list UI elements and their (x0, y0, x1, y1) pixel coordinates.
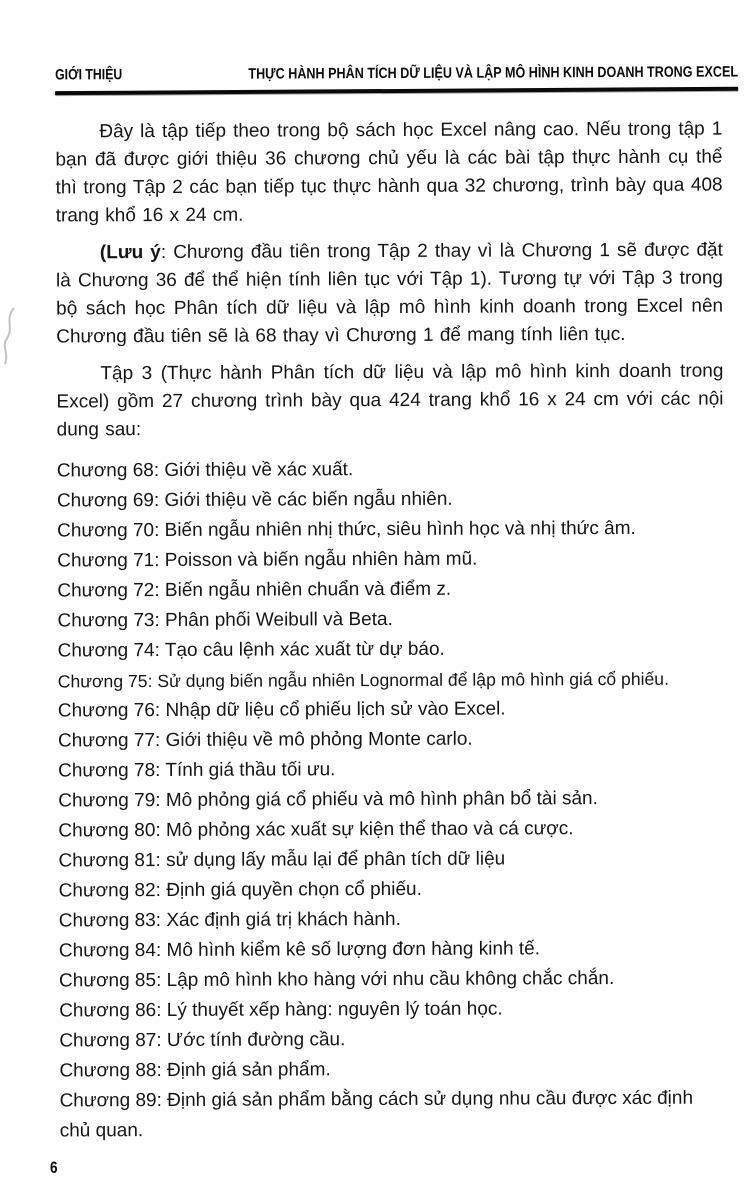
chapter-item: Chương 70: Biến ngẫu nhiên nhị thức, siêu hình học và nhị thức âm. (57, 517, 636, 541)
chapter-item: Chương 88: Định giá sản phẩm. (59, 1058, 331, 1081)
chapter-list (57, 453, 727, 1146)
chapter-item: Chương 81: sử dụng lấy mẫu lại để phân tích dữ liệu (58, 847, 506, 871)
chapter-item: Chương 73: Phân phối Weibull và Beta. (57, 608, 393, 631)
chapter-item: Chương 76: Nhập dữ liệu cổ phiếu lịch sử vào Excel. (57, 697, 506, 721)
header-section-title: GIỚI THIỆU (55, 66, 123, 84)
chapter-item: Chương 86: Lý thuyết xếp hàng: nguyên lý toán học. (59, 998, 503, 1021)
chapter-item: Chương 83: Xác định giá trị khách hành. (58, 908, 401, 931)
chapter-item: Chương 68: Giới thiệu về xác xuất. (56, 458, 354, 481)
header-book-title: THỰC HÀNH PHÂN TÍCH DỮ LIỆU VÀ LẬP MÔ HÌNH KINH DOANH TRONG EXCEL (248, 63, 739, 83)
chapter-item: Chương 74: Tạo câu lệnh xác xuất từ dự báo. (57, 638, 445, 661)
chapter-item: Chương 89: Định giá sản phẩm bằng cách sử dụng nhu cầu được xác định chủ quan. (59, 1087, 694, 1141)
chapter-item: Chương 71: Poisson và biến ngẫu nhiên hàm mũ. (57, 548, 478, 571)
page-number: 6 (50, 1158, 58, 1177)
header-rule (55, 87, 738, 95)
chapter-item: Chương 79: Mô phỏng giá cổ phiếu và mô hình phân bổ tài sản. (58, 787, 598, 811)
chapter-item: Chương 75: Sử dụng biến ngẫu nhiên Lognormal để lập mô hình giá cổ phiếu. (57, 668, 669, 691)
chapter-item: Chương 87: Ước tính đường cầu. (59, 1028, 346, 1051)
note-lead: (Lưu ý (99, 241, 161, 263)
chapter-item: Chương 80: Mô phỏng xác xuất sự kiện thể thao và cá cược. (58, 817, 574, 841)
body-text (55, 115, 726, 1146)
scan-artifact-mark-icon (0, 302, 20, 372)
page-content (55, 55, 739, 1146)
intro-paragraph-2 (56, 236, 723, 351)
intro-paragraph-2-text: : Chương đầu tiên trong Tập 2 thay vì là Chương 1 sẽ được đặt là Chương 36 để thể hiện tính liên tục với Tập 1). Tương tự với Tập 3 trong bộ sách học Phân tích dữ liệu và lập mô hình kinh doanh trong Excel nên Chương đầu tiên sẽ là 68 thay vì Chương 1 để mang tính liên tục. (55, 239, 724, 347)
intro-paragraph-1-text: Đây là tập tiếp theo trong bộ sách học Excel nâng cao. Nếu trong tập 1 bạn đã được giới thiệu 36 chương chủ yếu là các bài tập thực hành cụ thể thì trong Tập 2 các bạn tiếp tục thực hành qua 32 chương, trình bày qua 408 trang khổ 16 x 24 cm. (55, 118, 723, 226)
running-header (55, 54, 738, 83)
chapter-item: Chương 69: Giới thiệu về các biến ngẫu nhiên. (56, 488, 453, 511)
intro-paragraph-1 (55, 115, 722, 230)
chapter-item: Chương 85: Lập mô hình kho hàng với nhu cầu không chắc chắn. (58, 967, 615, 991)
chapter-item: Chương 77: Giới thiệu về mô phỏng Monte carlo. (57, 728, 473, 751)
intro-paragraph-3 (56, 357, 723, 444)
chapter-item: Chương 82: Định giá quyền chọn cổ phiếu. (58, 878, 422, 901)
chapter-item: Chương 72: Biến ngẫu nhiên chuẩn và điểm z. (57, 578, 452, 601)
chapter-item: Chương 78: Tính giá thầu tối ưu. (58, 758, 336, 781)
intro-paragraph-3-text: Tập 3 (Thực hành Phân tích dữ liệu và lập mô hình kinh doanh trong Excel) gồm 27 chương trình bày qua 424 trang khổ 16 x 24 cm với các nội dung sau: (56, 360, 724, 440)
chapter-item: Chương 84: Mô hình kiểm kê số lượng đơn hàng kinh tế. (58, 937, 541, 961)
